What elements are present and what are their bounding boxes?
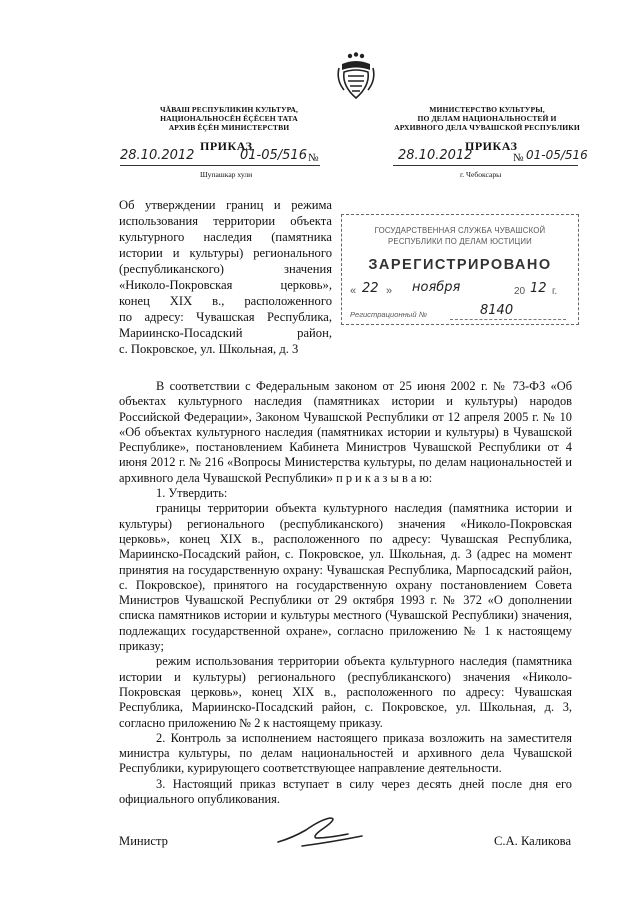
header-left-line-3: АРХИВ ĔÇĔН МИНИСТЕРСТВИ xyxy=(168,123,290,133)
header-left-doc-type: ПРИКАЗ xyxy=(200,139,253,153)
stamp-year-suffix: 12 xyxy=(530,281,547,296)
item-2-paragraph: 2. Контроль за исполнением настоящего приказа возложить на заместителя министра культуры, по делам национальностей и архивного дела Чувашской Республики, курирующего соответствующее направление деятельности. xyxy=(119,730,572,776)
stamp-reg-label: Регистрационный № xyxy=(350,310,427,319)
subject-line: (республиканского) значения xyxy=(119,262,332,276)
preamble-paragraph: В соответствии с Федеральным законом от 25 июня 2002 г. № 73-ФЗ «Об объектах культурного наследия (памятниках истории и культуры) народов Российской Федерации», Законом Чувашской Республики от 12 апреля 2005 г. № 10 «Об объектах культурного наследия (памятниках истории и культуры) в Чувашской Республике», постановлением Кабинета Министров Чувашской Республики от 4 июня 2012 г. № 216 «Вопросы Министерства культуры, по делам национальностей и архивного дела Чувашской Республики» п р и к а з ы в а ю: xyxy=(119,379,572,485)
header-right-date-line xyxy=(393,165,578,166)
stamp-year-g: г. xyxy=(552,286,558,297)
stamp-reg-row xyxy=(350,303,572,322)
signature-position: Министр xyxy=(119,834,168,848)
header-left-number-sign: № xyxy=(308,152,319,164)
header-left-line-2: НАЦИОНАЛЬНОСĔН ĔÇĔСЕН ТАТА xyxy=(160,114,298,124)
header-right-number: 01-05/516 xyxy=(526,148,588,162)
header-right-line-3: АРХИВНОГО ДЕЛА ЧУВАШСКОЙ РЕСПУБЛИКИ xyxy=(394,123,580,133)
stamp-line-1: ГОСУДАРСТВЕННАЯ СЛУЖБА ЧУВАШСКОЙ xyxy=(374,226,546,235)
stamp-line-2: РЕСПУБЛИКИ ПО ДЕЛАМ ЮСТИЦИИ xyxy=(388,237,532,246)
order-body xyxy=(119,379,572,807)
header-left-place: Шупашкар хули xyxy=(200,170,253,179)
stamp-date-row xyxy=(350,280,572,303)
item-1-heading: 1. Утвердить: xyxy=(156,486,228,501)
subject-line: истории и культуры) регионального xyxy=(119,246,332,260)
item-1-regime: режим использования территории объекта культурного наследия (памятника истории и культуры) регионального (республиканского) значения «Николо-Покровская церковь», конец XIX в., расположенного по адресу: Чувашская Республика, Мариинско-Посадский район, с. Покровское, ул. Школьная, д. 3, согласно приложению № 2 к настоящему приказу. xyxy=(119,654,572,730)
stamp-reg-line xyxy=(450,319,566,320)
subject-line: Мариинско-Посадский район, xyxy=(119,326,332,340)
subject-line: с. Покровское, ул. Школьная, д. 3 xyxy=(119,342,299,356)
header-right-place: г. Чебоксары xyxy=(460,170,502,179)
subject-line: использования территории объекта xyxy=(119,214,332,228)
signature-name: С.А. Каликова xyxy=(494,834,572,848)
stamp-registered: ЗАРЕГИСТРИРОВАНО xyxy=(368,257,552,273)
header-left-date-line xyxy=(120,165,320,166)
header-left-org xyxy=(133,105,325,133)
header-right-doc-type: ПРИКАЗ xyxy=(465,139,518,153)
header-right-line-1: МИНИСТЕРСТВО КУЛЬТУРЫ, xyxy=(429,105,545,114)
header-left-number: 01-05/516 xyxy=(240,148,307,163)
subject-line: «Николо-Покровская церковь», xyxy=(119,278,332,292)
header-left-date: 28.10.2012 xyxy=(120,148,195,163)
stamp-day: 22 xyxy=(362,281,379,296)
stamp-reg-number: 8140 xyxy=(480,303,514,318)
header-right-org xyxy=(392,105,582,133)
item-3-paragraph: 3. Настоящий приказ вступает в силу через десять дней после дня его официального опубликования. xyxy=(119,776,572,807)
header-right-date: 28.10.2012 xyxy=(398,148,473,163)
stamp-month: ноября xyxy=(412,280,461,295)
order-subject xyxy=(119,197,332,357)
handwritten-signature xyxy=(272,812,367,852)
subject-line: культурного наследия (памятника xyxy=(119,230,332,244)
header-right-line-2: ПО ДЕЛАМ НАЦИОНАЛЬНОСТЕЙ И xyxy=(417,114,557,124)
subject-line: по адресу: Чувашская Республика, xyxy=(119,310,332,324)
subject-line: Об утверждении границ и режима xyxy=(119,198,332,212)
stamp-year-prefix: 20 xyxy=(514,286,526,297)
stamp-quote-close: » xyxy=(386,285,393,297)
coat-of-arms-emblem xyxy=(334,50,378,102)
subject-line: конец XIX в., расположенного xyxy=(119,294,332,308)
stamp-quote-open: « xyxy=(350,285,357,297)
header-left-line-1: ЧĂВАШ РЕСПУБЛИКИН КУЛЬТУРА, xyxy=(159,105,299,114)
header-right-number-sign: № xyxy=(513,152,524,164)
item-1-boundaries: границы территории объекта культурного наследия (памятника истории и культуры) регионального (республиканского) значения «Николо-Покровская церковь», конец XIX в., расположенного по адресу: Чувашская Республика, Мариинско-Посадский район, с. Покровское, ул. Школьная, д. 3 (адрес на момент принятия на государственную охрану: Чувашская Республика, Марпосадский район, с. Покровское), принятого на государственную охрану постановлением Совета Министров Чувашской Республики от 29 октября 1993 г. № 372 «О дополнении списка памятников истории и культуры местного (Чувашской Республики) значения, подлежащих государственной охране», согласно приложению № 1 к настоящему приказу; xyxy=(119,501,572,654)
registration-stamp xyxy=(341,214,579,325)
